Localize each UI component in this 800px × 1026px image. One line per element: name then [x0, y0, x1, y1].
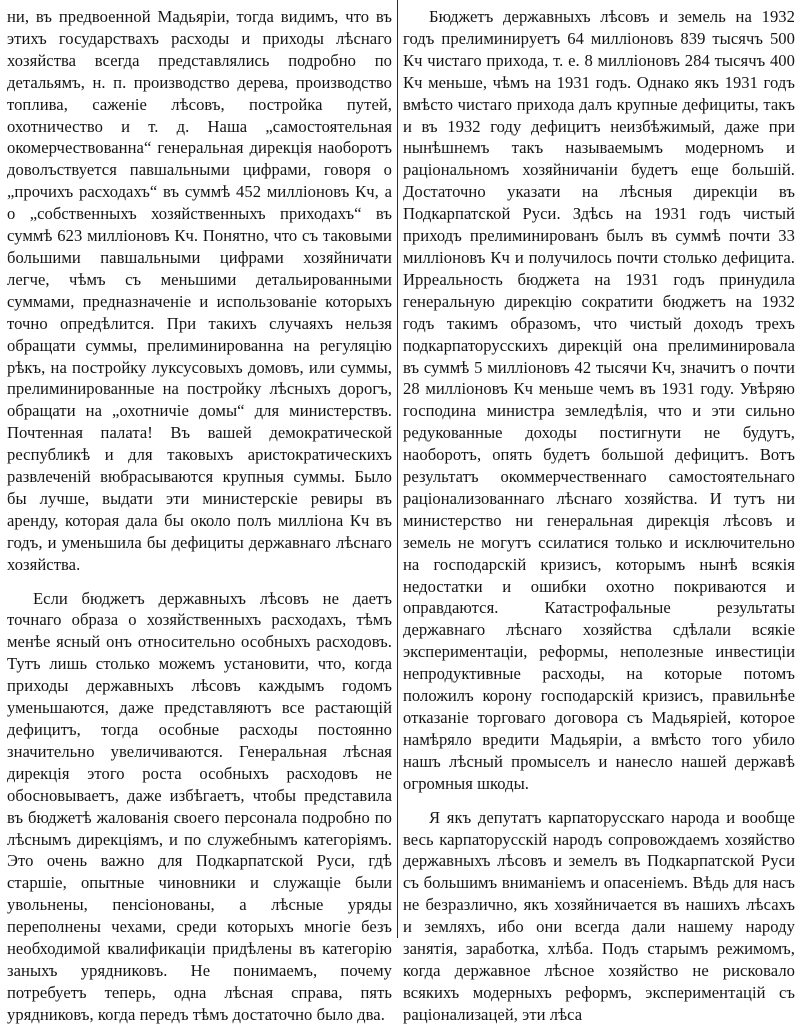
- paragraph-gap: [403, 795, 795, 807]
- right-column: [403, 6, 795, 1026]
- left-column: [7, 6, 392, 1026]
- left-paragraph-2: Если бюджетъ державныхъ лѣсовъ не даетъ точнаго образа о хозяйственныхъ расходахъ, тѣмъ менѣе ясный онъ относительно особныхъ расходовъ. Тутъ лишь столько можемъ установити, что, когда приходы державныхъ лѣсовъ каждымъ годомъ уменьшаются, даже представляютъ все растающій дефицитъ, тогда особные расходы постоянно значительно увеличиваются. Генеральная лѣсная дирекція этого роста особныхъ расходовъ не обосновываетъ, даже избѣгаетъ, чтобы представила въ бюджетѣ жалованія своего персонала подробно по лѣснымъ дирекціямъ, и по служебнымъ категоріямъ. Это очень важно для Подкарпатской Руси, гдѣ старшіе, опытные чиновники и служащіе были увольнены, пенсіонованы, а лѣсные уряды переполнены чехами, среди которыхъ многіе безъ необходимой квалификаціи придѣлены въ категорію заныхъ урядниковъ. Не понимаемъ, почему потребуетъ теперь, одна лѣсная справа, пять урядниковъ, когда передъ тѣмъ достаточно было два.: [7, 588, 392, 1024]
- column-divider: [397, 0, 398, 938]
- left-paragraph-1: ни, въ предвоенной Мадьяріи, тогда видимъ, что въ этихъ государствахъ расходы и приходы лѣснаго хозяйства всегда представлялись подробно по детальямъ, н. п. производство дерева, производство топлива, саженіе лѣсовъ, постройка путей, охотничество и т. д. Наша „самостоятельная окомерчествованна“ генеральная дирекція наоборотъ доволъствуется павшальными цифрами, говоря о „прочихъ расходахъ“ въ суммѣ 452 милліоновъ Кч, а о „собственныхъ хозяйственныхъ приходахъ“ въ суммѣ 623 милліоновъ Кч. Понятно, что съ таковыми большими павшальными цифрами хозяйничати легче, чѣмъ съ меньшими детальированными суммами, предназначеніе и использованіе которыхъ точно опредѣлится. При такихъ случаяхъ нельзя обращати суммы, прелиминированна на регуляцію рѣкъ, на постройку луксусовыхъ домовъ, или суммы, прелиминированные на постройку лѣсныхъ дорогъ, обращати на „охотничіе домы“ для министерствъ. Почтенная палата! Въ вашей демократической республикѣ и для таковыхъ аристократическихъ развлеченій вюбрасываются крупныя суммы. Было бы лучше, выдати эти министерскіе ревиры въ аренду, которая дала бы около полъ милліона Кч въ годъ, и уменьшила бы дефициты державнаго лѣснаго хозяйства.: [7, 7, 392, 574]
- right-paragraph-1: Бюджетъ державныхъ лѣсовъ и земель на 1932 годъ прелиминируетъ 64 милліоновъ 839 тысячъ 500 Кч чистаго прихода, т. е. 8 милліоновъ 284 тысячъ 400 Кч меньше, чѣмъ на 1931 годъ. Однако якъ 1931 годъ вмѣсто чистаго прихода далъ крупные дефициты, такъ и въ 1932 году дефицитъ неизбѣжимый, даже при нынѣшнемъ такъ называемымъ модерномъ и раціональномъ хозяйничаніи будетъ еще большій. Достаточно указати на лѣсныя дирекціи въ Подкарпатской Руси. Здѣсь на 1931 годъ чистый приходъ прелиминированъ былъ въ суммѣ почти 33 милліоновъ Кч и получилось почти столько дефицита. Ирреальность бюджета на 1931 годъ принудила генеральную дирекцію сократити бюджетъ на 1932 годъ такимъ образомъ, что чистый доходъ трехъ подкарпаторусскихъ дирекцій она прелиминировала въ суммѣ 5 милліоновъ 42 тысячи Кч, значитъ о почти 28 милліоновъ Кч меньше чемъ въ 1931 году. Увѣряю господина министра земледѣлія, что и эти сильно редукованные доходы постигнути не будутъ, наоборотъ, опять будетъ большой дефицитъ. Вотъ результатъ окоммерчественнаго самостоятельнаго раціонализованнаго лѣснаго хозяйства. И тутъ ни министерство ни генеральная дирекція лѣсовъ и земель не могутъ ссилатися только и исключительно на господарскій кризисъ, которымъ нынѣ всякія недостатки и ошибки охотно покриваются и оправдаются. Катастрофальные результаты державнаго лѣснаго хозяйства сдѣлали всякіе экспериментаціи, реформы, неполезные инвестиціи непродуктивные расходы, на которые потомъ положилъ корону господарскій кризисъ, правильнѣе отказаніе торговаго договора съ Мадьяріей, которое намѣряло вредити Мадьяріи, а вмѣсто того убило нашъ лѣсный промыселъ и нанесло нашей державѣ огромныя шкоды.: [403, 7, 795, 793]
- right-paragraph-2: Я якъ депутатъ карпаторусскаго народа и вообще весь карпаторусскій народъ сопровождаемъ хозяйство державныхъ лѣсовъ и земелъ въ Подкарпатской Руси съ большимъ вниманіемъ и опасеніемъ. Вѣдь для насъ не безразлично, якъ хозяйничается въ нашихъ лѣсахъ и земляхъ, ибо они всегда дали нашему народу занятія, заработка, хлѣба. Подъ старымъ режимомъ, когда державное лѣсное хозяйство не рисковало всякихъ модерныхъ реформъ, экспериментацій съ раціонализацей, эти лѣса: [403, 807, 795, 1024]
- paragraph-gap: [7, 576, 392, 588]
